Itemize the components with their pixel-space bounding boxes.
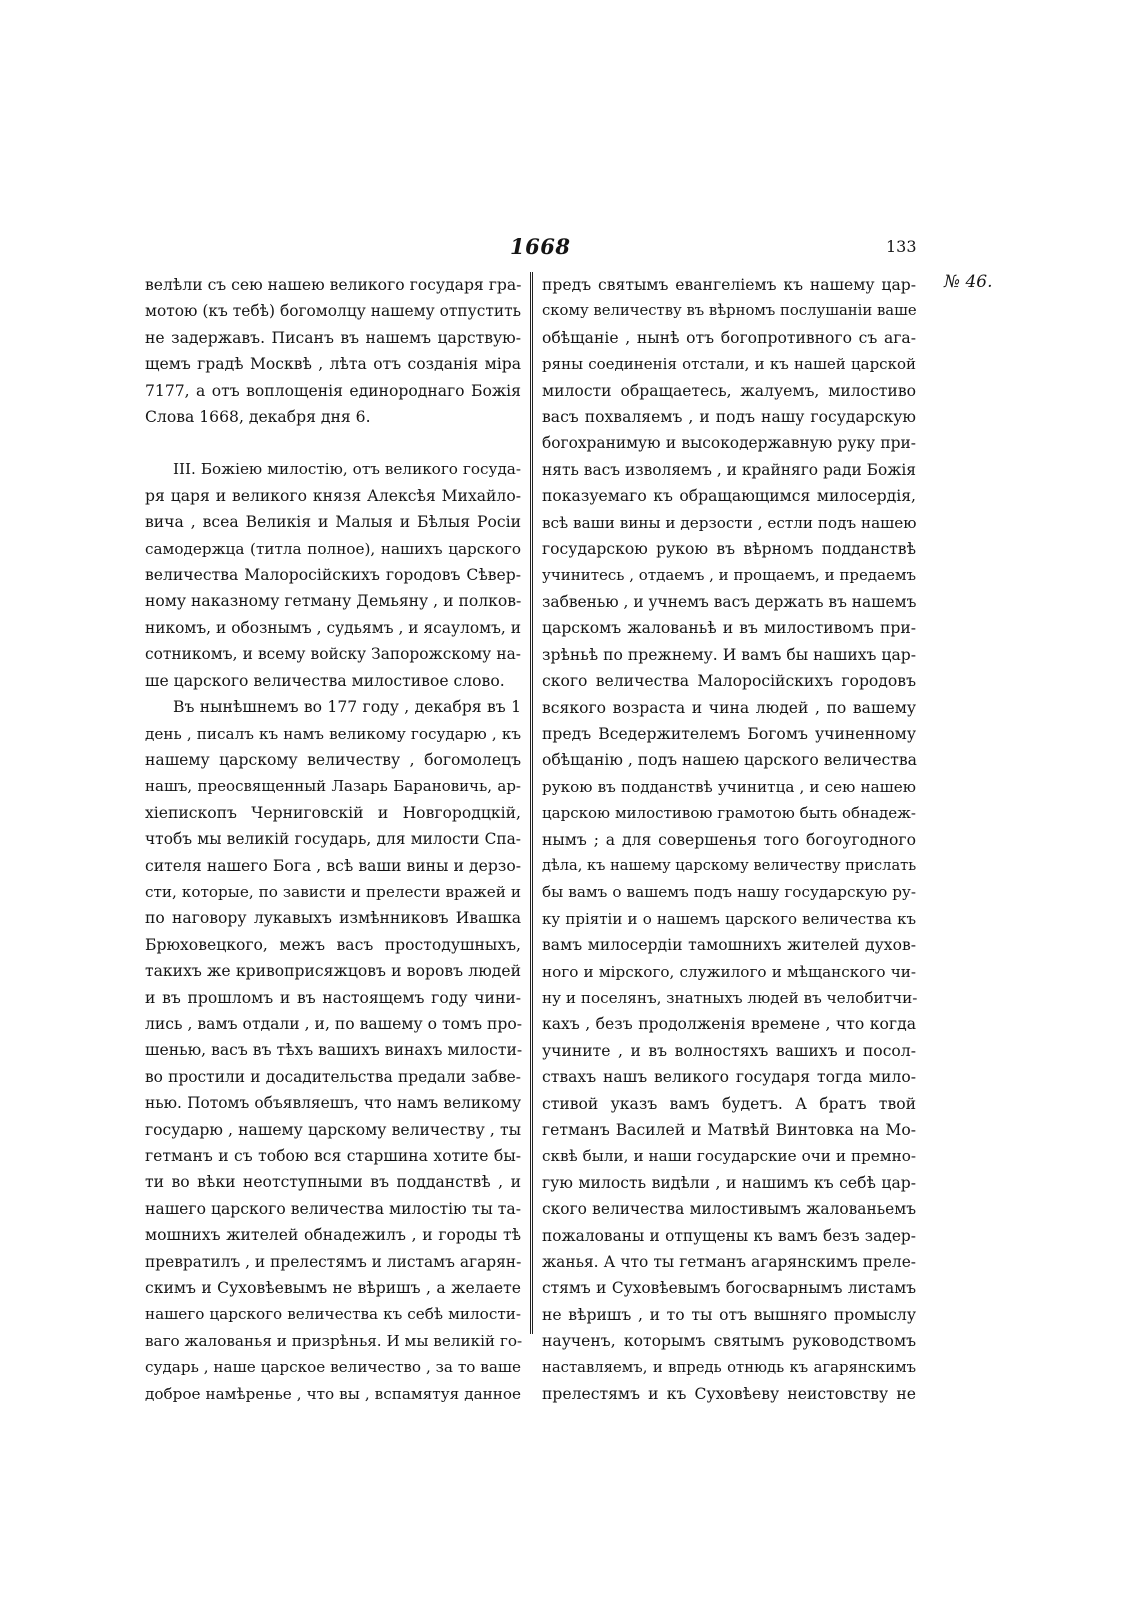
text-line: не вѣришъ , и то ты отъ вышняго промыслу	[542, 1305, 916, 1324]
text-line: жанья. А что ты гетманъ агарянскимъ преле-	[542, 1253, 916, 1272]
text-line: III. Божіею милостію, отъ великого госуда-	[173, 460, 521, 479]
text-line: гую милость видѣли , и нашимъ къ себѣ цар-	[542, 1173, 916, 1192]
page-year: 1668	[510, 234, 571, 259]
text-line: обѣщаніе , нынѣ отъ богопротивного съ ага-	[542, 328, 916, 347]
text-line: богохранимую и высокодержавную руку при-	[542, 434, 916, 453]
text-line: нью. Потомъ объявляешъ, что намъ великому	[145, 1094, 521, 1113]
text-line: гетманъ Василей и Матвѣй Винтовка на Мо-	[542, 1121, 916, 1139]
text-line: ного и мірского, служилого и мѣщанского чи-	[542, 962, 916, 981]
text-line: зрѣньѣ по прежнему. И вамъ бы нашихъ цар-	[542, 645, 916, 664]
text-line: дѣла, къ нашему царскому величеству прислать	[542, 856, 917, 874]
column-divider	[530, 272, 533, 1334]
text-line: сударь , наше царское величество , за то ваше	[145, 1358, 521, 1377]
text-line: во простили и досадительства предали забве-	[145, 1067, 521, 1086]
text-line: наставляемъ, и впредь отнюдь къ агарянскимъ	[542, 1358, 916, 1376]
text-line: стямъ и Суховѣевымъ богосварнымъ листамъ	[542, 1279, 916, 1298]
text-line: 7177, а отъ воплощенія единороднаго Божія	[145, 381, 521, 400]
text-line: сотникомъ, и всему войску Запорожскому на-	[145, 645, 521, 664]
text-line: предъ Вседержителемъ Богомъ учиненному	[542, 724, 916, 743]
page-number: 133	[886, 237, 917, 256]
text-line: такихъ же кривоприсяжцовъ и воровъ людей	[145, 962, 521, 981]
text-line: по наговору лукавыхъ измѣнниковъ Ивашка	[145, 909, 521, 928]
text-line: всякого возраста и чина людей , по вашему	[542, 698, 916, 717]
text-line: величества Малоросійскихъ городовъ Сѣвер-	[145, 566, 521, 585]
text-line: мошнихъ жителей обнадежилъ , и городы тѣ	[145, 1226, 521, 1245]
text-line: вича , всеа Великія и Малыя и Бѣлыя Росіи	[145, 513, 521, 532]
text-line: кахъ , безъ продолженія времене , что когда	[542, 1015, 916, 1034]
text-line: самодержца (титла полное), нашихъ царского	[145, 539, 521, 558]
right-column	[542, 272, 916, 1407]
text-line: вамъ милосердіи тамошнихъ жителей духов-	[542, 936, 916, 955]
text-line: гетманъ и съ тобою вся старшина хотите бы-	[145, 1147, 521, 1165]
text-line: скимъ и Суховѣевымъ не вѣришъ , а желаете	[145, 1279, 521, 1298]
text-line: нять васъ изволяемъ , и крайняго ради Божія	[542, 460, 916, 479]
text-line: обѣщанію , подъ нашею царского величества	[542, 751, 917, 770]
text-line: пожалованы и отпущены къ вамъ безъ задер-	[542, 1226, 916, 1245]
text-line: всѣ ваши вины и дерзости , естли подъ нашею	[542, 513, 917, 532]
text-line: Слова 1668, декабря дня 6.	[145, 408, 371, 427]
text-line: щемъ градѣ Москвѣ , лѣта отъ созданія міра	[145, 355, 521, 374]
text-line: ваго жалованья и призрѣнья. И мы великій го-	[145, 1331, 523, 1350]
text-line: учинитесь , отдаемъ , и прощаемъ, и предаемъ	[542, 566, 917, 585]
text-line: мотою (къ тебѣ) богомолцу нашему отпустить	[145, 302, 521, 321]
text-line: ному наказному гетману Демьяну , и полков-	[145, 592, 522, 611]
text-line: лись , вамъ отдали , и, по вашему о томъ про-	[145, 1014, 523, 1033]
text-line: ку пріятіи и о нашемъ царского величества къ	[542, 909, 916, 928]
text-line: учините , и въ волностяхъ вашихъ и посол-	[542, 1041, 916, 1060]
text-line: ря царя и великого князя Алексѣя Михайло-	[145, 486, 521, 505]
text-line: государю , нашему царскому величеству , ты	[145, 1120, 521, 1139]
text-line: прелестямъ и къ Суховѣеву неистовству не	[542, 1385, 916, 1404]
text-line: день , писалъ къ намъ великому государю , къ	[145, 724, 521, 743]
text-line: царскою милостивою грамотою быть обнадеж-	[542, 804, 916, 823]
text-line: стивой указъ вамъ будетъ. А братъ твой	[542, 1094, 916, 1113]
text-line: ти во вѣки неотступными въ подданствѣ , и	[145, 1173, 521, 1192]
text-line: сти, которые, по зависти и прелести вражей и	[145, 882, 521, 901]
text-line: царскомъ жалованьѣ и въ милостивомъ при-	[542, 619, 916, 638]
text-line: нашего царского величества милостію ты та-	[145, 1199, 521, 1218]
text-line: шенью, васъ въ тѣхъ вашихъ винахъ милости-	[145, 1041, 523, 1060]
document-number: № 46.	[944, 272, 993, 292]
text-line: не задержавъ. Писанъ въ нашемъ царствую-	[145, 328, 521, 347]
text-line: ше царского величества милостивое слово.	[145, 671, 505, 690]
left-column	[145, 272, 521, 1407]
text-line: и въ прошломъ и въ настоящемъ году чини-	[145, 988, 521, 1007]
text-line: скому величеству въ вѣрномъ послушаніи ваше	[542, 302, 917, 320]
text-line: наученъ, которымъ святымъ руководствомъ	[542, 1332, 916, 1351]
text-line: ряны соединенія отстали, и къ нашей царской	[542, 355, 916, 374]
text-line: Брюховецкого, межъ васъ простодушныхъ,	[145, 935, 521, 954]
text-line: сквѣ были, и наши государские очи и премно-	[542, 1147, 916, 1166]
text-line: показуемаго къ обращающимся милосердія,	[542, 487, 916, 506]
text-line: васъ похваляемъ , и подъ нашу государскую	[542, 408, 916, 427]
text-line: хіепископъ Черниговскій и Новгородцкій,	[145, 803, 521, 822]
text-line: ствахъ нашъ великого государя тогда мило-	[542, 1068, 916, 1087]
text-line: доброе намѣренье , что вы , вспамятуя данное	[145, 1384, 521, 1403]
text-line: ского величества милостивымъ жалованьемъ	[542, 1200, 916, 1219]
text-line: чтобъ мы великій государь, для милости Спа-	[145, 830, 521, 849]
text-line: велѣли съ сею нашею великого государя гра-	[145, 276, 522, 294]
text-line: нымъ ; а для совершенья того богоугодного	[542, 830, 916, 849]
text-line: нашего царского величества къ себѣ милости-	[145, 1305, 521, 1324]
text-line: превратилъ , и прелестямъ и листамъ агарян-	[145, 1252, 522, 1271]
text-line: никомъ, и обознымъ , судьямъ , и ясауломъ, и	[145, 618, 521, 637]
text-line: ского величества Малоросійскихъ городовъ	[542, 672, 916, 691]
text-line: нашему царскому величеству , богомолецъ	[145, 750, 521, 769]
text-line: предъ святымъ евангеліемъ къ нашему цар-	[542, 276, 916, 294]
text-line: бы вамъ о вашемъ подъ нашу государскую ру-	[542, 883, 916, 902]
text-line: нашъ, преосвященный Лазарь Барановичь, ар-	[145, 777, 521, 796]
text-line: государскою рукою въ вѣрномъ подданствѣ	[542, 540, 916, 559]
text-line: рукою въ подданствѣ учинитца , и сею нашею	[542, 777, 916, 796]
text-line: забвенью , и учнемъ васъ держать въ нашемъ	[542, 592, 917, 611]
text-line: милости обращаетесь, жалуемъ, милостиво	[542, 381, 916, 400]
text-line: сителя нашего Бога , всѣ ваши вины и дерзо-	[145, 856, 521, 875]
text-line: Въ нынѣшнемъ во 177 году , декабря въ 1	[173, 698, 521, 717]
page-header	[0, 234, 1140, 266]
text-line: ну и поселянъ, знатныхъ людей въ челобитчи-	[542, 988, 918, 1007]
